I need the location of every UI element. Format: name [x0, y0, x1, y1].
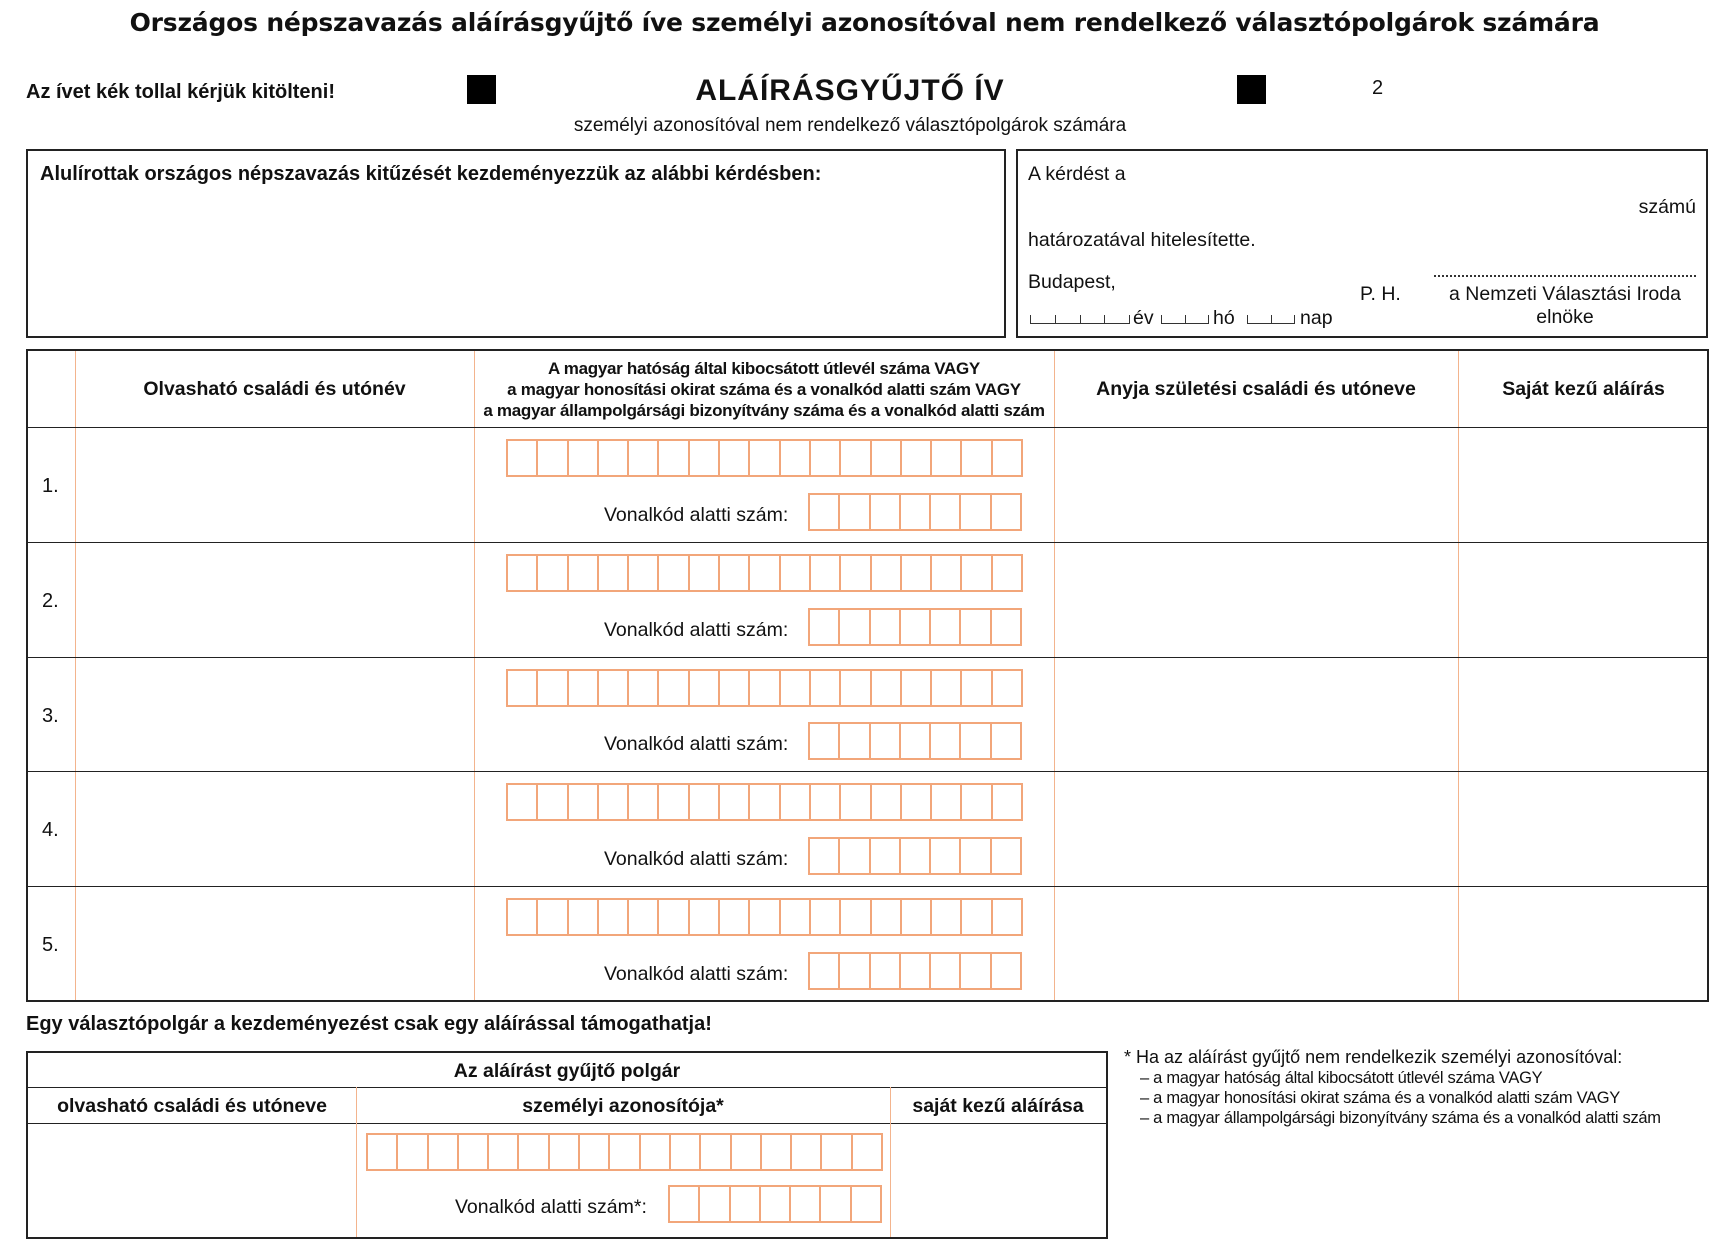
authentication-box	[1016, 149, 1708, 338]
collector-id-header: személyi azonosítója*	[522, 1095, 724, 1117]
barcode-label: Vonalkód alatti szám:	[604, 619, 789, 641]
signature-table	[26, 349, 1709, 1002]
document-number-cells[interactable]	[506, 783, 1023, 821]
year-label: év	[1133, 307, 1154, 329]
form-title: ALÁÍRÁSGYŰJTŐ ÍV	[695, 74, 1005, 107]
auth-line-1: A kérdést a	[1028, 163, 1126, 185]
collector-barcode-label: Vonalkód alatti szám*:	[455, 1196, 647, 1218]
footnote-item: – a magyar honosítási okirat száma és a vonalkód alatti szám VAGY	[1140, 1089, 1621, 1107]
header-name: Olvasható családi és utónév	[143, 377, 406, 400]
header-signature: Saját kezű aláírás	[1502, 377, 1665, 400]
row-number: 2.	[42, 590, 59, 612]
month-label: hó	[1213, 307, 1235, 329]
header-mother-name: Anyja születési családi és utóneve	[1096, 377, 1416, 400]
barcode-label: Vonalkód alatti szám:	[604, 963, 789, 985]
footnote-title: * Ha az aláírást gyűjtő nem rendelkezik személyi azonosítóval:	[1124, 1047, 1623, 1067]
page-number: 2	[1372, 77, 1384, 99]
document-number-cells[interactable]	[506, 669, 1023, 707]
barcode-label: Vonalkód alatti szám:	[604, 504, 789, 526]
auth-line-3: határozatával hitelesítette.	[1028, 229, 1256, 251]
document-number-cells[interactable]	[506, 898, 1023, 936]
registration-mark-left	[467, 75, 496, 104]
column-divider	[474, 351, 475, 1000]
barcode-number-cells[interactable]	[808, 952, 1022, 990]
row-divider	[28, 1123, 1106, 1124]
row-number: 3.	[42, 705, 59, 727]
row-divider	[28, 886, 1707, 887]
header-document	[474, 351, 1054, 427]
collector-table	[26, 1051, 1108, 1239]
stamp-label: P. H.	[1360, 283, 1401, 305]
barcode-number-cells[interactable]	[808, 722, 1022, 760]
question-label: Alulírottak országos népszavazás kitűzését kezdeményezzük az alábbi kérdésben:	[40, 163, 822, 185]
barcode-number-cells[interactable]	[808, 837, 1022, 875]
signer-role: elnöke	[1536, 306, 1594, 328]
barcode-number-cells[interactable]	[808, 608, 1022, 646]
footnote	[1124, 1047, 1724, 1128]
header-document-line-2: a magyar honosítási okirat száma és a vonalkód alatti szám VAGY	[507, 379, 1021, 399]
row-number: 5.	[42, 934, 59, 956]
question-box[interactable]	[26, 149, 1006, 338]
pen-instruction: Az ívet kék tollal kérjük kitölteni!	[26, 81, 335, 103]
day-cells[interactable]	[1247, 315, 1295, 324]
barcode-number-cells[interactable]	[808, 493, 1022, 531]
document-number-cells[interactable]	[506, 439, 1023, 477]
barcode-label: Vonalkód alatti szám:	[604, 848, 789, 870]
row-divider	[28, 1087, 1106, 1088]
form-subtitle: személyi azonosítóval nem rendelkező választópolgárok számára	[573, 115, 1127, 136]
column-divider	[75, 351, 76, 1000]
single-signature-warning: Egy választópolgár a kezdeményezést csak egy aláírással támogathatja!	[26, 1013, 712, 1035]
column-divider	[1054, 351, 1055, 1000]
year-cells[interactable]	[1030, 315, 1130, 324]
auth-city: Budapest,	[1028, 271, 1116, 293]
column-divider	[1458, 351, 1459, 1000]
row-number: 1.	[42, 475, 59, 497]
collector-id-cells[interactable]	[366, 1133, 883, 1171]
month-cells[interactable]	[1161, 315, 1209, 324]
document-title: Országos népszavazás aláírásgyűjtő íve személyi azonosítóval nem rendelkező választópolgárok számára	[129, 8, 1600, 37]
row-number: 4.	[42, 819, 59, 841]
barcode-label: Vonalkód alatti szám:	[604, 733, 789, 755]
document-number-cells[interactable]	[506, 554, 1023, 592]
registration-mark-right	[1237, 75, 1266, 104]
collector-barcode-cells[interactable]	[668, 1185, 882, 1223]
collector-signature-header: saját kezű aláírása	[912, 1095, 1084, 1117]
row-divider	[28, 427, 1707, 428]
day-label: nap	[1300, 307, 1333, 329]
signer-title: a Nemzeti Választási Iroda	[1449, 283, 1681, 305]
footnote-item: – a magyar állampolgársági bizonyítvány száma és a vonalkód alatti szám	[1140, 1109, 1661, 1127]
header-document-line-3: a magyar állampolgársági bizonyítvány száma és a vonalkód alatti szám	[483, 400, 1045, 420]
row-divider	[28, 771, 1707, 772]
row-divider	[28, 542, 1707, 543]
footnote-item: – a magyar hatóság által kibocsátott útlevél száma VAGY	[1140, 1069, 1543, 1087]
signature-line[interactable]	[1434, 275, 1696, 277]
collector-title: Az aláírást gyűjtő polgár	[453, 1060, 681, 1082]
row-divider	[28, 657, 1707, 658]
auth-line-2: számú	[1638, 196, 1696, 218]
collector-name-header: olvasható családi és utóneve	[57, 1095, 327, 1117]
header-document-line-1: A magyar hatóság által kibocsátott útlevél száma VAGY	[548, 358, 980, 378]
